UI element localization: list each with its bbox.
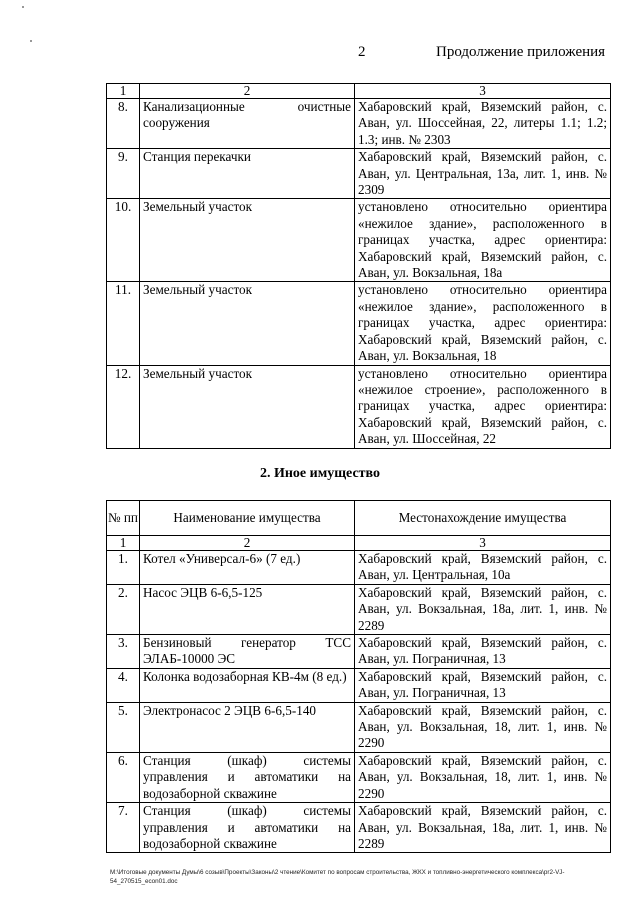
header-name: Наименование имущества	[140, 501, 355, 536]
column-number: 3	[355, 536, 611, 551]
table-row	[107, 803, 611, 853]
page-number: 2	[358, 44, 366, 60]
property-location: Хабаровский край, Вяземский район, с. Аван, ул. Центральная, 10а	[355, 551, 611, 585]
property-location: Хабаровский край, Вяземский район, с. Аван, ул. Вокзальная, 18а, лит. 1, инв. № 2289	[355, 803, 611, 853]
header-location: Местонахождение имущества	[355, 501, 611, 536]
row-number: 7.	[107, 803, 140, 853]
property-location: Хабаровский край, Вяземский район, с. Аван, ул. Пограничная, 13	[355, 668, 611, 702]
property-location: установлено относительно ориентира «нежилое здание», расположенного в границах участка, адрес ориентира: Хабаровский край, Вяземский район, с. Аван, ул. Вокзальная, 18а	[355, 199, 611, 282]
column-number: 1	[107, 536, 140, 551]
property-location: установлено относительно ориентира «нежилое строение», расположенного в границах участка, адрес ориентира: Хабаровский край, Вяземский район, с. Аван, ул. Шоссейная, 22	[355, 365, 611, 448]
property-name: Станция (шкаф) системы управления и автоматики на водозаборной скважине	[140, 752, 355, 802]
property-name: Земельный участок	[140, 282, 355, 365]
property-name: Насос ЭЦВ 6-6,5-125	[140, 584, 355, 634]
column-number: 2	[140, 84, 355, 99]
property-name: Земельный участок	[140, 365, 355, 448]
table-row	[107, 99, 611, 149]
property-name: Колонка водозаборная КВ-4м (8 ед.)	[140, 668, 355, 702]
property-name: Котел «Универсал-6» (7 ед.)	[140, 551, 355, 585]
table-row	[107, 365, 611, 448]
property-location: Хабаровский край, Вяземский район, с. Аван, ул. Центральная, 13а, лит. 1, инв. № 2309	[355, 149, 611, 199]
row-number: 1.	[107, 551, 140, 585]
table-row	[107, 635, 611, 669]
column-numbers-row	[107, 536, 611, 551]
column-numbers-row	[107, 84, 611, 99]
header-row	[107, 501, 611, 536]
column-number: 2	[140, 536, 355, 551]
row-number: 10.	[107, 199, 140, 282]
table-row	[107, 584, 611, 634]
property-location: Хабаровский край, Вяземский район, с. Аван, ул. Вокзальная, 18, лит. 1, инв. № 2290	[355, 702, 611, 752]
property-location: Хабаровский край, Вяземский район, с. Аван, ул. Пограничная, 13	[355, 635, 611, 669]
table-row	[107, 668, 611, 702]
page-header-title: Продолжение приложения	[436, 44, 606, 60]
property-name: Станция перекачки	[140, 149, 355, 199]
row-number: 4.	[107, 668, 140, 702]
property-name: Земельный участок	[140, 199, 355, 282]
property-location: установлено относительно ориентира «нежилое здание», расположенного в границах участка, адрес ориентира: Хабаровский край, Вяземский район, с. Аван, ул. Вокзальная, 18	[355, 282, 611, 365]
row-number: 2.	[107, 584, 140, 634]
row-number: 6.	[107, 752, 140, 802]
column-number: 3	[355, 84, 611, 99]
table-row	[107, 282, 611, 365]
property-table-continued	[106, 83, 611, 449]
property-location: Хабаровский край, Вяземский район, с. Аван, ул. Вокзальная, 18, лит. 1, инв. № 2290	[355, 752, 611, 802]
row-number: 3.	[107, 635, 140, 669]
table-row	[107, 199, 611, 282]
row-number: 5.	[107, 702, 140, 752]
property-name: Станция (шкаф) системы управления и автоматики на водозаборной скважине	[140, 803, 355, 853]
scan-speck	[22, 6, 24, 8]
property-location: Хабаровский край, Вяземский район, с. Аван, ул. Вокзальная, 18а, лит. 1, инв. № 2289	[355, 584, 611, 634]
table-row	[107, 702, 611, 752]
property-name: Бензиновый генератор ТСС ЭЛАБ-10000 ЭС	[140, 635, 355, 669]
column-number: 1	[107, 84, 140, 99]
file-path-footer: M:\Итоговые документы Думы\6 созыв\Проекты\Законы\2 чтение\Комитет по вопросам строительства, ЖКХ и топливно-энергетического комплекса\pr2-VJ-54_270515_econ01.doc	[110, 869, 565, 885]
section-title: 2. Иное имущество	[259, 466, 381, 481]
row-number: 8.	[107, 99, 140, 149]
property-location: Хабаровский край, Вяземский район, с. Аван, ул. Шоссейная, 22, литеры 1.1; 1.2; 1.3; инв. № 2303	[355, 99, 611, 149]
property-name: Канализационные очистные сооружения	[140, 99, 355, 149]
row-number: 9.	[107, 149, 140, 199]
scan-speck	[30, 40, 32, 42]
table-row	[107, 551, 611, 585]
table-row	[107, 752, 611, 802]
header-num: № пп	[107, 501, 140, 536]
row-number: 12.	[107, 365, 140, 448]
row-number: 11.	[107, 282, 140, 365]
other-property-table	[106, 500, 611, 853]
table-row	[107, 149, 611, 199]
property-name: Электронасос 2 ЭЦВ 6-6,5-140	[140, 702, 355, 752]
